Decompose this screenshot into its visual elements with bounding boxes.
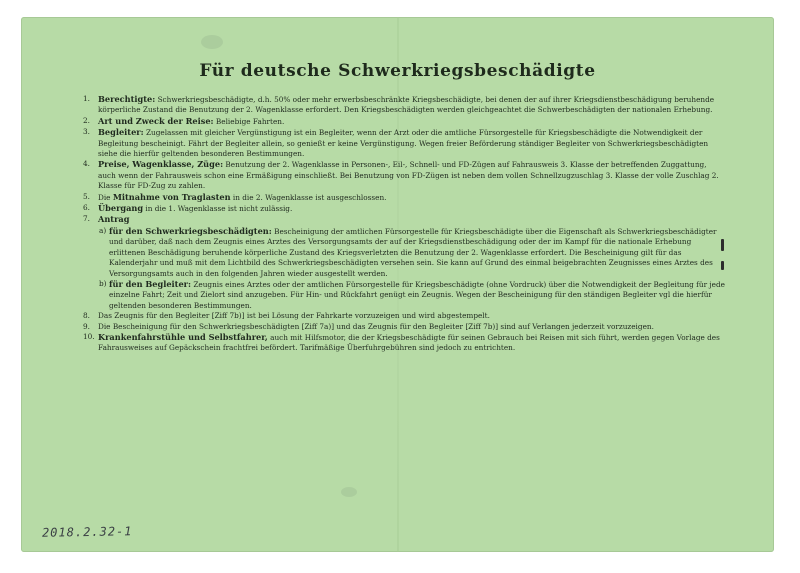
sub-item-a: [83, 226, 725, 279]
punch-mark: [721, 261, 724, 270]
conditions-list: [83, 94, 725, 354]
sub-item-heading: für den Begleiter:: [109, 278, 191, 289]
item-number: 10.: [83, 331, 95, 341]
item-number: 2.: [83, 115, 90, 125]
item-number: 6.: [83, 203, 90, 213]
item-heading: Antrag: [98, 214, 130, 225]
list-item: [83, 332, 725, 354]
list-item: [83, 203, 725, 214]
punch-mark: [721, 239, 724, 251]
list-item: [83, 94, 725, 116]
item-text: Das Zeugnis für den Begleiter [Ziff 7b)] ist bei Lösung der Fahrkarte vorzuzeigen und wird abgestempelt.: [98, 311, 490, 321]
sub-item-heading: für den Schwerkriegsbeschädigten:: [109, 225, 272, 236]
list-item: [83, 116, 725, 127]
item-heading: Art und Zweck der Reise:: [98, 115, 214, 126]
sub-item-b: [83, 279, 725, 311]
item-heading: Mitnahme von Traglasten: [112, 191, 231, 202]
item-number: 9.: [83, 321, 90, 331]
list-item: [83, 127, 725, 159]
item-number: 4.: [83, 159, 90, 169]
item-text: auch mit Hilfsmotor, die der Kriegsbeschädigte für seinen Gebrauch bei Reisen mit sich führt, werden gegen Vorlage des Fahrausweises auf Gepäckschein frachtfrei befördert. Tarifmäßige Überfuhrgebühren sind jedoch zu entrichten.: [98, 332, 720, 353]
item-number: 7.: [83, 214, 90, 224]
item-text: Beliebige Fahrten.: [215, 116, 285, 126]
stain: [201, 35, 223, 49]
item-number: 5.: [83, 191, 90, 201]
sub-item-text: Zeugnis eines Arztes oder der amtlichen Fürsorgestelle für Kriegsbeschädigte (ohne Vordruck) über die Notwendigkeit der Begleitung für jede einzelne Fahrt; Zeit und Zielort sind anzugeben. Für Hin- und Rückfahrt genügt ein Zeugnis. Wegen der Bescheinigung für den ständigen Begleiter vgl die hierfür geltenden besonderen Bestimmungen.: [109, 279, 725, 310]
item-number: 8.: [83, 311, 90, 321]
item-text: Zugelassen mit gleicher Vergünstigung ist ein Begleiter, wenn der Arzt oder die amtliche Fürsorgestelle für Kriegsbeschädigte die Notwendigkeit der Begleitung bescheinigt. Fährt der Begleiter allein, so genießt er keine Vergünstigung. Wegen freier Beförderung ständiger Begleiter von Schwerkriegsbeschädigten siehe die hierfür geltenden besonderen Bestimmungen.: [98, 128, 709, 159]
list-item: [83, 322, 725, 332]
item-number: 3.: [83, 127, 90, 137]
item-heading: Krankenfahrstühle und Selbstfahrer,: [98, 331, 268, 342]
sub-item-label: a): [99, 225, 107, 235]
document-title: Für deutsche Schwerkriegsbeschädigte: [199, 61, 596, 81]
item-heading: Übergang: [98, 203, 144, 214]
item-text: Benutzung der 2. Wagenklasse in Personen-, Eil-, Schnell- und FD-Zügen auf Fahrausweis 3. Klasse der betreffenden Zuggattung, auch wenn der Fahrausweis schon eine Ermäßigung einschließt. Bei Benutzung von FD-Zügen ist neben dem vollen Schnellzugzuschlag 3. Klasse der volle Zuschlag 2. Klasse für FD-Zug zu zahlen.: [98, 160, 719, 191]
item-text: in die 2. Wagenklasse ist ausgeschlossen.: [230, 192, 387, 202]
list-item: [83, 311, 725, 321]
item-number: 1.: [83, 94, 90, 103]
archive-number: 2018.2.32-1: [41, 524, 133, 540]
item-prefix: Die: [98, 192, 113, 202]
list-item: [83, 214, 725, 311]
sub-item-text: Bescheinigung der amtlichen Fürsorgestelle für Kriegsbeschädigte über die Eigenschaft als Schwerkriegsbeschädigter und darüber, daß nach dem Zeugnis eines Arztes des Versorgungsamts der auf der Kriegsdienstbeschädigung oder der im Kampf für die nationale Erhebung erlittenen Beschädigung beruhende körperliche Zustand des Kriegsverletzten die Benutzung der 2. Wagenklasse erfordert. Die Bescheinigung gilt für das Kalenderjahr und muß mit dem Lichtbild des Schwerkriegsbeschädigten versehen sein. Sie kann auf Grund des einmal beigebrachten Zeugnisses eines Arztes des Versorgungsamts auch in den folgenden Jahren wieder ausgestellt werden.: [109, 226, 717, 278]
item-heading: Preise, Wagenklasse, Züge:: [98, 159, 224, 170]
item-text: Die Bescheinigung für den Schwerkriegsbeschädigten [Ziff 7a)] und das Zeugnis für den Begleiter [Ziff 7b)] sind auf Verlangen jederzeit vorzuzeigen.: [98, 321, 654, 331]
sub-item-label: b): [99, 278, 107, 288]
item-heading: Begleiter:: [98, 127, 144, 138]
item-text: in die 1. Wagenklasse ist nicht zulässig.: [143, 204, 293, 214]
list-item: [83, 192, 725, 203]
list-item: [83, 159, 725, 191]
item-heading: Berechtigte:: [98, 94, 156, 104]
ticket-card: [21, 17, 774, 552]
item-text: Schwerkriegsbeschädigte, d.h. 50% oder mehr erwerbsbeschränkte Kriegsbeschädigte, bei denen der auf ihrer Kriegsdienstbeschädigung beruhende körperliche Zustand die Benutzung der 2. Wagenklasse erfordert. Den Kriegsbeschädigten werden gleichgeachtet die Schwerbeschädigten der nationalen Erhebung.: [98, 95, 715, 115]
stain: [341, 487, 357, 497]
